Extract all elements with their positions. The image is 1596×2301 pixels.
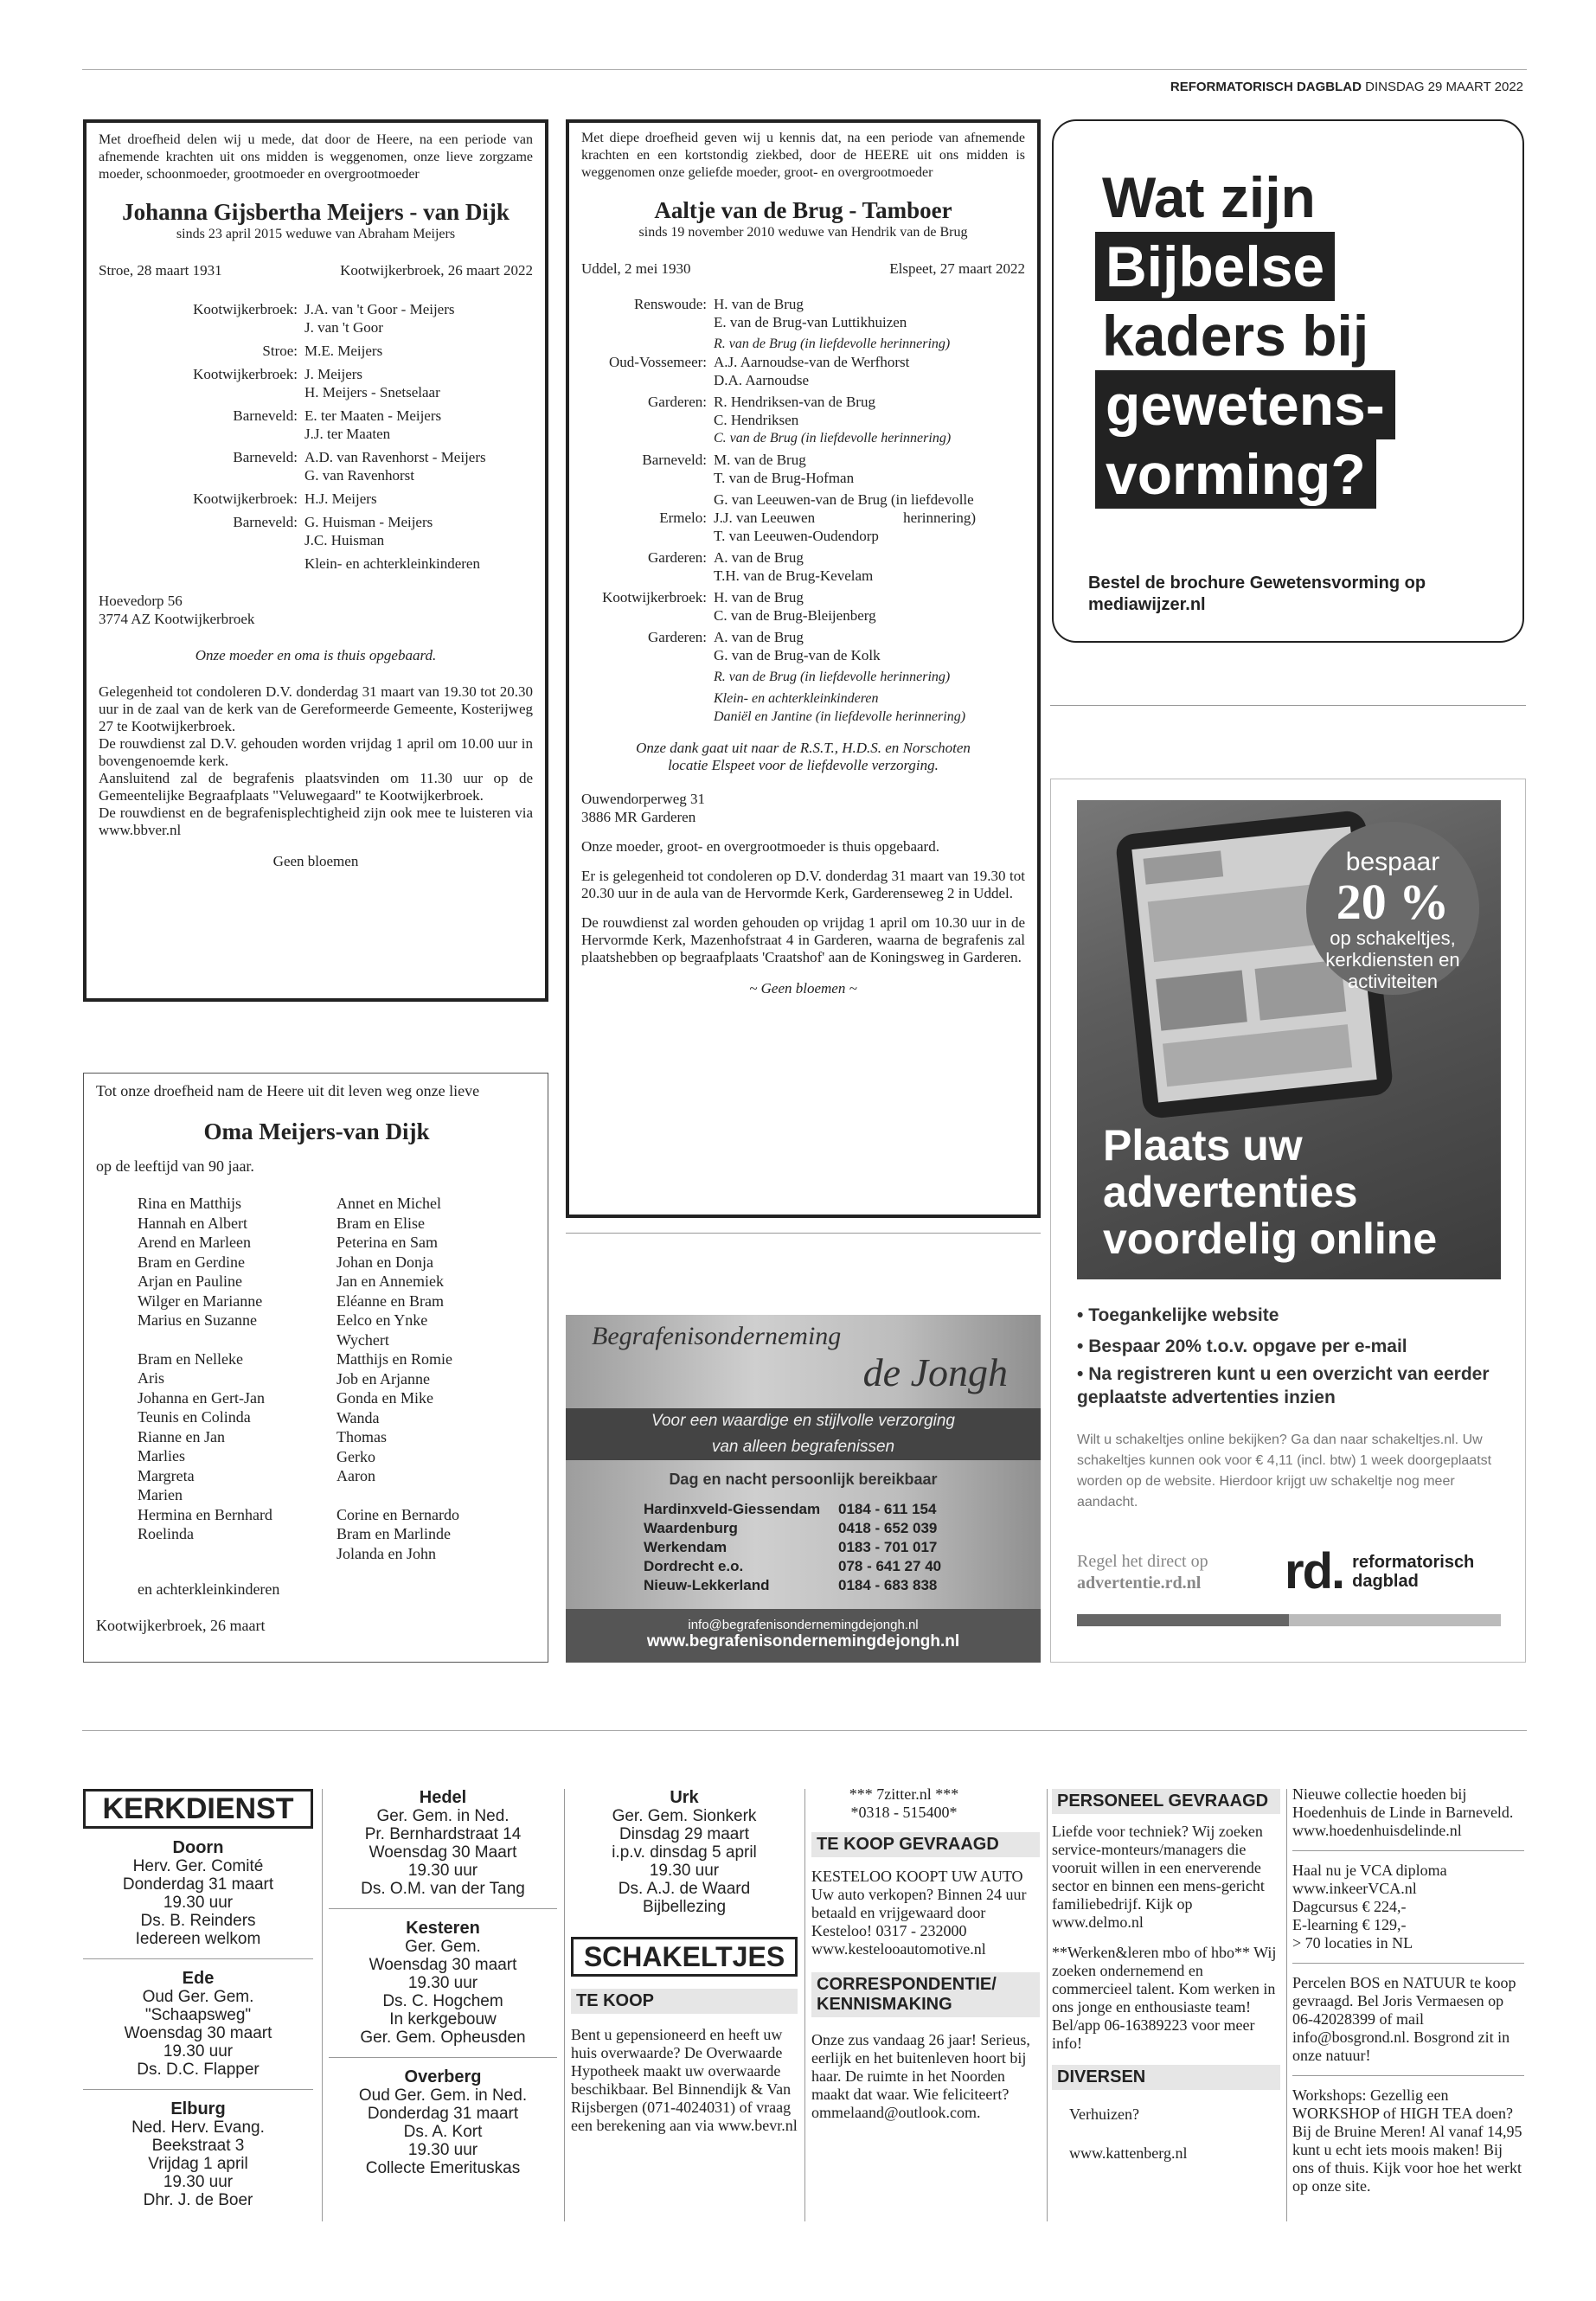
church-service: Urk Ger. Gem. Sionkerk Dinsdag 29 maart i.p.v. dinsdag 5 april 19.30 uur Ds. A.J. de Waard Bijbellezing [571, 1789, 798, 1916]
family-member: J.C. Huisman [304, 532, 385, 548]
benefit-item: • Toegankelijke website [1077, 1305, 1279, 1325]
family-place: Barneveld: [233, 514, 298, 530]
grandchild-name: Rina en Matthijs [138, 1195, 241, 1212]
notice-place-date: Kootwijkerbroek, 26 maart [96, 1617, 266, 1634]
family-place: Barneveld: [642, 452, 707, 468]
classified-text: Haal nu je VCA diploma www.inkeerVCA.nl Dagcursus € 224,- E-learning € 129,- > 70 locaties in NL [1292, 1862, 1447, 1952]
death-line: Elspeet, 27 maart 2022 [889, 260, 1025, 277]
family-list [99, 300, 533, 573]
service-town: Ede [182, 1969, 215, 1988]
family-member: A. van de Brug [714, 629, 804, 645]
column-divider [1050, 705, 1526, 706]
flowers-note: Geen bloemen [272, 853, 359, 869]
ad-headline-line: Bijbelse [1095, 232, 1335, 301]
grandchild-name: Aaron [337, 1467, 375, 1484]
classified-text: KESTELOO KOOPT UW AUTO Uw auto verkopen? Binnen 24 uur betaald en vrijgewaard door Kesteloo! 0317 - 232000 www.kestelooautomotive.nl [811, 1868, 1027, 1958]
service-town: Urk [670, 1788, 699, 1807]
grandchild-name [337, 1486, 459, 1505]
family-place [581, 335, 714, 353]
grandchild-name [138, 1330, 337, 1349]
ad-headline: Plaats uw advertenties voordelig online [1103, 1121, 1438, 1263]
family-member: J. Meijers [304, 366, 363, 382]
grandchild-name: Jolanda en John [337, 1544, 436, 1562]
classified-text: Percelen BOS en NATUUR te koop gevraagd. Bel Joris Vermaesen op 06-42028399 of mail info@bosgrond.nl. Bosgrond zit in onze natuur! [1292, 1974, 1516, 2064]
family-member: C. van de Brug (in liefdevolle herinnering) [714, 431, 952, 445]
benefit-item: • Na registreren kunt u een overzicht van eerder geplaatste advertenties inzien [1077, 1364, 1490, 1407]
classified-text: Liefde voor techniek? Wij zoeken service-monteurs/managers die vooruit willen in een enerverende sector en binnen een mens-gericht familiebedrijf. Kijk op www.delmo.nl [1052, 1823, 1265, 1931]
family-member: H.J. Meijers [304, 490, 377, 507]
grandchild-name: Teunis en Colinda [138, 1408, 251, 1426]
grandchild-name: Gerko [337, 1447, 375, 1465]
grandchildren-column-1 [138, 1194, 337, 1563]
service-text: De rouwdienst zal D.V. gehouden worden vrijdag 1 april om 10.00 uur in bovengenoemde kerk. [99, 735, 533, 769]
brand-script: Begrafenisonderneming [592, 1322, 842, 1350]
family-member: M. van de Brug [714, 452, 806, 468]
header-rule [82, 69, 1527, 70]
family-member: R. van de Brug (in liefdevolle herinnering) [714, 670, 951, 684]
grandchild-name: Hermina en Bernhard [138, 1505, 272, 1523]
grandchild-name: Aris [138, 1369, 164, 1387]
family-member: G. van Leeuwen-van de Brug (in liefdevolle [714, 491, 974, 508]
family-member: C. Hendriksen [714, 412, 799, 428]
condolences-text: Gelegenheid tot condoleren D.V. donderdag 31 maart van 19.30 tot 20.30 uur in de zaal van de kerk van de Gereformeerde Gemeente, Kosterijweg 27 te Kootwijkerbroek. [99, 683, 533, 734]
ad-headline-line: vorming? [1095, 439, 1376, 509]
family-place: Stroe: [262, 343, 298, 359]
stream-text: De rouwdienst en de begrafenisplechtigheid zijn ook mee te luisteren via www.bbver.nl [99, 804, 533, 838]
family-member: A. van de Brug [714, 549, 804, 566]
ad-headline-line: kaders bij [1102, 304, 1369, 368]
section-header-diversen: DIVERSEN [1052, 2065, 1280, 2090]
grandchild-name: Bram en Gerdine [138, 1253, 245, 1271]
family-member: G. Huisman - Meijers [304, 514, 433, 530]
grandchild-name: Eelco en Ynke [337, 1311, 428, 1329]
grandchild-name: Bram en Nelleke [138, 1349, 243, 1368]
funeral-ad-de-jongh[interactable] [566, 1315, 1041, 1663]
publication-name: REFORMATORISCH DAGBLAD [1170, 80, 1362, 94]
church-service: Overberg Oud Ger. Gem. in Ned. Donderdag 31 maart Ds. A. Kort 19.30 uur Collecte Emerituskas [329, 2068, 557, 2177]
cta-link[interactable]: advertentie.rd.nl [1077, 1574, 1202, 1593]
service-town: Hedel [419, 1788, 467, 1807]
column-divider [566, 1233, 1041, 1234]
deceased-name: Johanna Gijsbertha Meijers - van Dijk [122, 199, 510, 225]
address-street: Ouwendorperweg 31 [581, 791, 706, 807]
section-header-te-koop: TE KOOP [571, 1989, 798, 2014]
address-street: Hoevedorp 56 [99, 593, 183, 609]
family-member: G. van Ravenhorst [304, 467, 415, 484]
benefit-item: • Bespaar 20% t.o.v. opgave per e-mail [1077, 1336, 1407, 1356]
grandchild-name: Thomas [337, 1428, 387, 1445]
grandchild-name: Corine en Bernardo [337, 1505, 459, 1523]
grandchild-name: Gonda en Mike [337, 1389, 433, 1407]
deceased-name: Aaltje van de Brug - Tamboer [654, 197, 952, 223]
family-place [581, 668, 714, 686]
family-place: Garderen: [648, 394, 707, 410]
family-member: E. van de Brug-van Luttikhuizen [714, 314, 907, 330]
section-header-te-koop-gevraagd: TE KOOP GEVRAAGD [811, 1832, 1040, 1857]
location-row: Hardinxveld-Giessendam 0184 - 611 154 [644, 1501, 937, 1517]
discount-value: 20 % [1336, 874, 1450, 930]
family-member: A.J. Aarnoudse-van de Werfhorst [714, 354, 910, 370]
family-place: Oud-Vossemeer: [609, 354, 707, 370]
rd-logo-text: reformatorisch [1352, 1552, 1475, 1572]
ad-cta: Bestel de brochure Gewetensvorming op mediawijzer.nl [1088, 574, 1426, 614]
classified-text: www.kattenberg.nl [1069, 2144, 1188, 2162]
grandchild-name: Marius en Suzanne [138, 1311, 257, 1329]
grandchild-name: Wychert [337, 1330, 389, 1349]
death-line: Kootwijkerbroek, 26 maart 2022 [340, 262, 533, 279]
discount-desc: op schakeltjes, kerkdiensten en activiteiten [1325, 927, 1460, 992]
family-place: Garderen: [648, 549, 707, 566]
church-service: Ede Oud Ger. Gem. "Schaapsweg" Woensdag 30 maart 19.30 uur Ds. D.C. Flapper [83, 1970, 313, 2079]
grandchild-name: Hannah en Albert [138, 1214, 247, 1232]
service-town: Elburg [170, 2099, 226, 2118]
classified-text: *0318 - 515400* [850, 1804, 958, 1821]
tablet-photo [1077, 800, 1501, 1279]
church-service: Elburg Ned. Herv. Evang. Beekstraat 3 Vrijdag 1 april 19.30 uur Dhr. J. de Boer [83, 2100, 313, 2209]
location-row: Nieuw-Lekkerland 0184 - 683 838 [644, 1577, 938, 1593]
notice-intro: Met droefheid delen wij u mede, dat door de Heere, na een periode van afnemende krachten uit ons midden is weggenomen, onze lieve zorgzame moeder, schoonmoeder, grootmoeder en overgrootmoeder [99, 132, 533, 182]
kerkdienst-title: KERKDIENST [83, 1789, 313, 1829]
grandchild-name: Marien [138, 1486, 183, 1503]
family-member: J.J. ter Maaten [304, 426, 391, 442]
column-divider [564, 1789, 565, 2221]
bottom-bar [1077, 1614, 1501, 1626]
grandchild-name: Marlies [138, 1447, 185, 1465]
family-list [581, 295, 1025, 726]
grandchild-name: Eléanne en Bram [337, 1292, 444, 1310]
grandchild-name: Rianne en Jan [138, 1427, 225, 1445]
grandchild-name: Margreta [138, 1466, 195, 1484]
location-table [644, 1500, 941, 1595]
location-row: Dordrecht e.o. 078 - 641 27 40 [644, 1558, 942, 1574]
tagline: Voor een waardige en stijlvolle verzorging [651, 1412, 955, 1430]
family-member: R. van de Brug (in liefdevolle herinnering) [714, 336, 951, 351]
page-header [1170, 80, 1523, 94]
family-place: Kootwijkerbroek: [602, 589, 707, 606]
grandchild-name: Bram en Elise [337, 1214, 425, 1232]
family-member: T. van Leeuwen-Oudendorp [714, 528, 879, 544]
location-row: Waardenburg 0418 - 652 039 [644, 1520, 938, 1536]
grandchild-name: Bram en Marlinde [337, 1525, 451, 1542]
lying-in-state: Onze moeder en oma is thuis opgebaard. [195, 647, 437, 663]
rd-logo [1285, 1542, 1474, 1600]
discount-badge [1306, 822, 1479, 995]
family-member: J.A. van 't Goor - Meijers [304, 301, 455, 317]
ad-headline-line: gewetens- [1095, 370, 1395, 439]
cta-line: Regel het direct op [1077, 1552, 1208, 1571]
email-link[interactable]: info@begrafenisondernemingdejongh.nl [688, 1618, 919, 1632]
death-notice-van-de-brug [566, 119, 1041, 1218]
section-rule [82, 1730, 1527, 1731]
reach-line: Dag en nacht persoonlijk bereikbaar [669, 1471, 938, 1488]
birth-line: Uddel, 2 mei 1930 [581, 260, 691, 277]
church-service: Doorn Herv. Ger. Comité Donderdag 31 maart 19.30 uur Ds. B. Reinders Iedereen welkom [83, 1839, 313, 1948]
deceased-name: Oma Meijers-van Dijk [203, 1118, 430, 1144]
widow-line: sinds 23 april 2015 weduwe van Abraham Meijers [176, 227, 456, 241]
address-city: 3774 AZ Kootwijkerbroek [99, 611, 255, 627]
family-member: Klein- en achterkleinkinderen [714, 691, 879, 706]
classified-text: Bent u gepensioneerd en heeft uw huis overwaarde? De Overwaarde Hypotheek maakt uw overwaarde beschikbaar. Bel Binnendijk & Van Rijsbergen (071-4024031) of vraag een berekening aan via www.bevr.nl [571, 2026, 798, 2134]
church-service: Hedel Ger. Gem. in Ned. Pr. Bernhardstraat 14 Woensdag 30 Maart 19.30 uur Ds. O.M. van der Tang [329, 1789, 557, 1898]
birth-line: Stroe, 28 maart 1931 [99, 262, 222, 279]
grandchild-name: Matthijs en Romie [337, 1350, 452, 1368]
section-header-correspondentie: CORRESPONDENTIE/ KENNISMAKING [811, 1972, 1040, 2017]
rd-online-ad[interactable] [1050, 779, 1526, 1663]
flowers-note: ~ Geen bloemen ~ [749, 980, 857, 997]
grandchild-name: Wanda [337, 1408, 380, 1426]
family-member: C. van de Brug-Bleijenberg [714, 607, 876, 624]
tagline: van alleen begrafenissen [711, 1438, 895, 1456]
classified-text: *** 7zitter.nl *** [849, 1785, 959, 1803]
family-member: D.A. Aarnoudse [714, 372, 810, 388]
column-divider [322, 1789, 323, 2221]
grandchild-name: Wilger en Marianne [138, 1292, 263, 1310]
family-member: E. ter Maaten - Meijers [304, 407, 442, 424]
brand-name: de Jongh [862, 1350, 1008, 1394]
widow-line: sinds 19 november 2010 weduwe van Hendrik van de Brug [638, 225, 968, 240]
grandchild-name: Jan en Annemiek [337, 1272, 444, 1290]
family-member: R. Hendriksen-van de Brug [714, 394, 875, 410]
grandchild-name: Job en Arjanne [337, 1369, 430, 1388]
family-member: H. Meijers - Snetselaar [304, 384, 440, 401]
family-place: Ermelo: [659, 510, 707, 526]
family-member: J. van 't Goor [304, 319, 383, 336]
rd-logo-text: dagblad [1352, 1571, 1419, 1591]
location-row: Werkendam 0183 - 701 017 [644, 1539, 938, 1555]
family-place: Kootwijkerbroek: [193, 366, 298, 382]
death-notice-meijers [83, 119, 548, 1002]
classified-text: **Werken&leren mbo of hbo** Wij zoeken ondernemend en commercieel talent. Kom werken in ons jonge en enthousiaste team! Bel/app 06-16389223 voor meer info! [1052, 1944, 1277, 2052]
benefit-list [1077, 1300, 1501, 1409]
publication-date: DINSDAG 29 MAART 2022 [1365, 80, 1523, 94]
grandchild-name: Johan en Donja [337, 1253, 433, 1271]
column-divider [804, 1789, 805, 2221]
thanks-note: Onze dank gaat uit naar de R.S.T., H.D.S. en Norschoten locatie Elspeet voor de liefdevolle verzorging. [636, 740, 971, 773]
schakeltjes-title: SCHAKELTJES [571, 1937, 798, 1977]
family-member: Klein- en achterkleinkinderen [304, 555, 480, 572]
family-member: J.J. van Leeuwen herinnering) [714, 510, 977, 526]
family-member: Daniël en Jantine (in liefdevolle herinnering) [714, 709, 966, 724]
service-town: Doorn [172, 1838, 224, 1857]
great-grandchildren-line: en achterkleinkinderen [138, 1580, 280, 1598]
section-header-personeel: PERSONEEL GEVRAAGD [1052, 1789, 1280, 1814]
address-city: 3886 MR Garderen [581, 809, 696, 825]
age-line: op de leeftijd van 90 jaar. [96, 1157, 254, 1175]
ad-body: Wilt u schakeltjes online bekijken? Ga dan naar schakeltjes.nl. Uw schakeltjes kunnen ook voor € 4,11 (incl. btw) 1 week doorgeplaatst worden op de website. Hierdoor krijgt uw schakeltje nog meer aandacht. [1077, 1433, 1492, 1509]
family-place [99, 554, 304, 573]
family-member: T.H. van de Brug-Kevelam [714, 567, 874, 584]
discount-label: bespaar [1345, 848, 1440, 876]
family-place: Kootwijkerbroek: [193, 490, 298, 507]
grandchildren-column-2 [337, 1194, 459, 1563]
family-place: Barneveld: [233, 407, 298, 424]
ad-headline-line: Wat zijn [1102, 165, 1316, 229]
column-divider [1286, 1789, 1287, 2221]
death-notice-oma [83, 1073, 548, 1663]
family-member: A.D. van Ravenhorst - Meijers [304, 449, 486, 465]
family-member: G. van de Brug-van de Kolk [714, 647, 881, 663]
church-service: Kesteren Ger. Gem. Woensdag 30 maart 19.30 uur Ds. C. Hogchem In kerkgebouw Ger. Gem. Opheusden [329, 1920, 557, 2047]
grandchild-name: Johanna en Gert-Jan [138, 1388, 265, 1407]
notice-intro: Met diepe droefheid geven wij u kennis dat, na een periode van afnemende krachten en een kortstondig ziekbed, door de HEERE uit ons midden is weggenomen onze geliefde moeder, groot- en overgrootmoeder [581, 131, 1025, 180]
classified-text: Nieuwe collectie hoeden bij Hoedenhuis de Linde in Barneveld. www.hoedenhuisdelinde.nl [1292, 1785, 1514, 1839]
family-member: H. van de Brug [714, 296, 804, 312]
family-member: H. van de Brug [714, 589, 804, 606]
service-town: Kesteren [406, 1919, 480, 1938]
classified-text: Onze zus vandaag 26 jaar! Serieus, eerlijk en het buitenleven hoort bij haar. De ruimte in het Noorden maakt dat waar. Wie feliciteert? ommelaand@outlook.com. [811, 2031, 1030, 2121]
service-text: De rouwdienst zal worden gehouden op vrijdag 1 april om 10.30 uur in de Hervormde Kerk, Mazenhofstraat 4 in Garderen, waarna de begrafenis zal plaatshebben op begraafplaats 'Craatshof' aan de Koningsweg in Garderen. [581, 914, 1025, 965]
family-place [581, 490, 714, 509]
website-link[interactable]: www.begrafenisondernemingdejongh.nl [646, 1632, 960, 1650]
family-place [581, 689, 714, 726]
lying-in-state: Onze moeder, groot- en overgrootmoeder is thuis opgebaard. [581, 838, 939, 855]
family-member: T. van de Brug-Hofman [714, 470, 855, 486]
family-place: Barneveld: [233, 449, 298, 465]
family-place: Kootwijkerbroek: [193, 301, 298, 317]
family-place: Garderen: [648, 629, 707, 645]
condolences-text: Er is gelegenheid tot condoleren op D.V. donderdag 31 maart van 19.30 tot 20.30 uur in de aula van de Hervormde Kerk, Garderenseweg 2 in Uddel. [581, 868, 1025, 901]
service-town: Overberg [404, 2067, 482, 2086]
burial-text: Aansluitend zal de begrafenis plaatsvinden om 11.30 uur op de Gemeentelijke Begraafplaats "Veluwegaard" te Kootwijkerbroek. [99, 770, 533, 804]
classified-text: Verhuizen? [1069, 2106, 1139, 2123]
notice-intro: Tot onze droefheid nam de Heere uit dit leven weg onze lieve [96, 1082, 480, 1099]
classified-text: Workshops: Gezellig een WORKSHOP of HIGH TEA doen? Bij de Bruine Meren! Al vanaf 14,95 kunt u echt iets moois maken! Bij ons of thuis. Kijk voor hoe het werkt op onze site. [1292, 2086, 1522, 2195]
family-member: M.E. Meijers [304, 343, 383, 359]
grandchild-name: Annet en Michel [337, 1195, 441, 1212]
column-divider [1047, 1789, 1048, 2221]
grandchild-name: Arend en Marleen [138, 1234, 251, 1251]
grandchild-name: Peterina en Sam [337, 1234, 438, 1251]
grandchild-name: Arjan en Pauline [138, 1272, 242, 1290]
family-place: Renswoude: [633, 296, 707, 312]
rd-logo-mark: rd. [1285, 1543, 1344, 1599]
grandchild-name: Roelinda [138, 1525, 194, 1542]
brochure-ad[interactable] [1052, 119, 1524, 643]
